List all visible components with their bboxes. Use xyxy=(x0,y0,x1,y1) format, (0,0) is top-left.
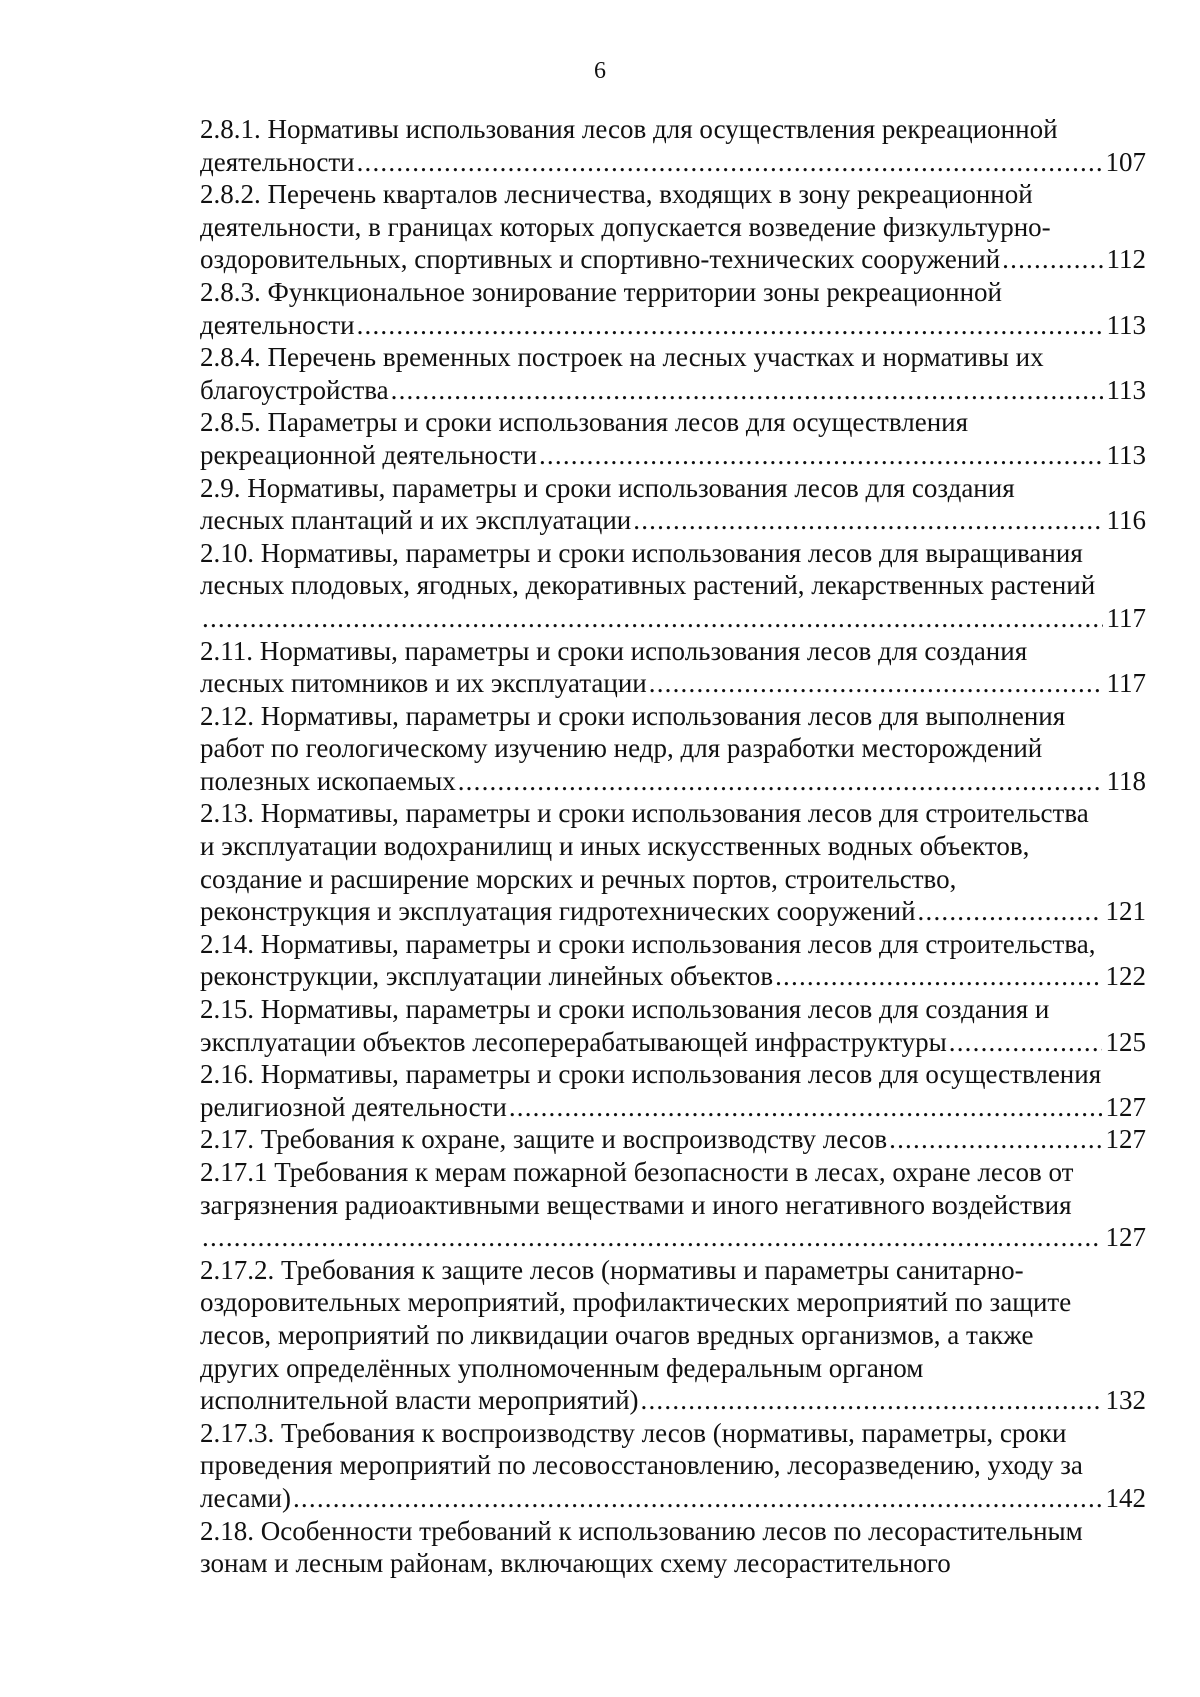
toc-page-number: 113 xyxy=(1106,439,1146,470)
toc-page-number: 107 xyxy=(1105,146,1146,177)
toc-entry-text: 2.14. Нормативы, параметры и сроки использования лесов для строительства, xyxy=(200,928,1096,959)
table-of-contents xyxy=(200,113,1146,1580)
dot-leader xyxy=(391,374,1103,407)
toc-page-number: 118 xyxy=(1106,765,1146,796)
toc-entry-text: зонам и лесным районам, включающих схему лесорастительного xyxy=(200,1548,951,1579)
toc-page-number: 122 xyxy=(1105,961,1146,992)
toc-page-number: 127 xyxy=(1105,1124,1146,1155)
dot-leader xyxy=(539,439,1103,472)
toc-entry-text: религиозной деятельности xyxy=(200,1091,507,1122)
toc-entry xyxy=(200,928,1146,993)
toc-entry-text: эксплуатации объектов лесоперерабатывающей инфраструктуры xyxy=(200,1026,947,1057)
toc-entry-last-line xyxy=(200,1091,1146,1124)
toc-entry-text: лесных плантаций и их эксплуатации xyxy=(200,505,632,536)
toc-entry-last-line xyxy=(200,960,1146,993)
toc-entry xyxy=(200,406,1146,471)
dot-leader xyxy=(357,146,1102,179)
toc-entry-text: оздоровительных, спортивных и спортивно-технических сооружений xyxy=(200,244,1001,275)
toc-entry-text: 2.9. Нормативы, параметры и сроки использования лесов для создания xyxy=(200,472,1015,503)
toc-page-number: 127 xyxy=(1105,1222,1146,1253)
toc-entry-text: лесных плодовых, ягодных, декоративных растений, лекарственных растений xyxy=(200,570,1096,601)
toc-entry-text: 2.15. Нормативы, параметры и сроки использования лесов для создания и xyxy=(200,994,1050,1025)
toc-entry xyxy=(200,537,1146,635)
toc-entry-text: лесных питомников и их эксплуатации xyxy=(200,668,647,699)
toc-entry xyxy=(200,113,1146,178)
toc-entry-text: проведения мероприятий по лесовосстановлению, лесоразведению, уходу за xyxy=(200,1450,1083,1481)
toc-entry-text: создание и расширение морских и речных портов, строительство, xyxy=(200,863,957,894)
toc-page-number: 116 xyxy=(1106,505,1146,536)
dot-leader xyxy=(641,1384,1102,1417)
toc-entry-last-line xyxy=(200,504,1146,537)
toc-entry-last-line xyxy=(200,602,1146,635)
toc-entry xyxy=(200,1156,1146,1254)
toc-entry xyxy=(200,993,1146,1058)
dot-leader xyxy=(458,765,1103,798)
toc-entry-last-line xyxy=(200,439,1146,472)
toc-entry-text: других определённых уполномоченным федеральным органом xyxy=(200,1352,924,1383)
toc-entry xyxy=(200,1254,1146,1417)
dot-leader xyxy=(293,1482,1102,1515)
toc-entry-last-line xyxy=(200,1384,1146,1417)
toc-page-number: 117 xyxy=(1106,602,1146,633)
page-number: 6 xyxy=(594,58,606,84)
toc-entry-text: 2.18. Особенности требований к использованию лесов по лесорастительным xyxy=(200,1515,1083,1546)
toc-entry-text: оздоровительных мероприятий, профилактических мероприятий по защите xyxy=(200,1287,1072,1318)
toc-page-number: 121 xyxy=(1105,896,1146,927)
dot-leader xyxy=(357,309,1103,342)
toc-page-number: 132 xyxy=(1105,1385,1146,1416)
toc-entry-text: лесов, мероприятий по ликвидации очагов вредных организмов, а также xyxy=(200,1319,1034,1350)
toc-entry-text: деятельности xyxy=(200,146,355,177)
toc-entry-text: и эксплуатации водохранилищ и иных искусственных водных объектов, xyxy=(200,831,1030,862)
toc-entry-text: исполнительной власти мероприятий) xyxy=(200,1385,639,1416)
toc-entry-last-line xyxy=(200,1221,1146,1254)
toc-entry xyxy=(200,700,1146,798)
toc-entry-text: 2.17.2. Требования к защите лесов (нормативы и параметры санитарно- xyxy=(200,1254,1024,1285)
toc-entry-text: благоустройства xyxy=(200,374,389,405)
toc-entry-text: деятельности, в границах которых допускается возведение физкультурно- xyxy=(200,211,1051,242)
dot-leader xyxy=(202,1221,1102,1254)
toc-entry-last-line xyxy=(200,765,1146,798)
toc-entry xyxy=(200,797,1146,927)
toc-page-number: 142 xyxy=(1105,1482,1146,1513)
toc-entry xyxy=(200,1515,1146,1580)
toc-entry-last-line xyxy=(200,146,1146,179)
toc-entry-text: 2.8.5. Параметры и сроки использования лесов для осуществления xyxy=(200,407,969,438)
toc-entry-text: загрязнения радиоактивными веществами и иного негативного воздействия xyxy=(200,1189,1072,1220)
toc-entry-text: 2.16. Нормативы, параметры и сроки использования лесов для осуществления xyxy=(200,1059,1102,1090)
dot-leader xyxy=(509,1091,1102,1124)
toc-entry-text: 2.13. Нормативы, параметры и сроки использования лесов для строительства xyxy=(200,798,1089,829)
toc-entry-last-line xyxy=(200,309,1146,342)
toc-entry-last-line xyxy=(200,1123,1146,1156)
toc-entry-text: 2.8.3. Функциональное зонирование территории зоны рекреационной xyxy=(200,276,1002,307)
dot-leader xyxy=(202,602,1103,635)
toc-entry-text: 2.10. Нормативы, параметры и сроки использования лесов для выращивания xyxy=(200,537,1083,568)
toc-entry-text: полезных ископаемых xyxy=(200,765,456,796)
dot-leader xyxy=(918,895,1102,928)
toc-entry-last-line xyxy=(200,1482,1146,1515)
toc-entry-text: 2.11. Нормативы, параметры и сроки использования лесов для создания xyxy=(200,635,1028,666)
toc-entry-text: 2.8.2. Перечень кварталов лесничества, входящих в зону рекреационной xyxy=(200,179,1033,210)
toc-entry-text: реконструкции, эксплуатации линейных объектов xyxy=(200,961,774,992)
toc-page-number: 127 xyxy=(1105,1091,1146,1122)
toc-entry-text: лесами) xyxy=(200,1482,291,1513)
dot-leader xyxy=(889,1123,1101,1156)
toc-entry xyxy=(200,1058,1146,1123)
toc-entry-text: рекреационной деятельности xyxy=(200,439,537,470)
toc-entry-last-line xyxy=(200,243,1146,276)
toc-entry-text: работ по геологическому изучению недр, для разработки месторождений xyxy=(200,733,1043,764)
toc-page-number: 117 xyxy=(1106,668,1146,699)
toc-entry xyxy=(200,635,1146,700)
toc-entry-text: 2.17. Требования к охране, защите и воспроизводству лесов xyxy=(200,1124,888,1155)
dot-leader xyxy=(1002,243,1102,276)
toc-entry xyxy=(200,341,1146,406)
toc-page-number: 113 xyxy=(1106,374,1146,405)
dot-leader xyxy=(949,1026,1102,1059)
toc-page-number: 112 xyxy=(1106,244,1146,275)
toc-entry xyxy=(200,472,1146,537)
toc-entry xyxy=(200,276,1146,341)
toc-entry-text: 2.12. Нормативы, параметры и сроки использования лесов для выполнения xyxy=(200,700,1066,731)
toc-entry-text: 2.8.1. Нормативы использования лесов для осуществления рекреационной xyxy=(200,114,1058,144)
toc-entry xyxy=(200,1123,1146,1156)
toc-entry xyxy=(200,178,1146,276)
dot-leader xyxy=(649,667,1103,700)
toc-page-number: 125 xyxy=(1105,1026,1146,1057)
toc-entry-text: 2.8.4. Перечень временных построек на лесных участках и нормативы их xyxy=(200,342,1044,373)
toc-entry-text: 2.17.3. Требования к воспроизводству лесов (нормативы, параметры, сроки xyxy=(200,1417,1067,1448)
toc-entry-text: 2.17.1 Требования к мерам пожарной безопасности в лесах, охране лесов от xyxy=(200,1157,1074,1187)
toc-entry-text: деятельности xyxy=(200,309,355,340)
toc-entry-text: реконструкция и эксплуатация гидротехнических сооружений xyxy=(200,896,916,927)
toc-entry-last-line xyxy=(200,374,1146,407)
toc-entry-last-line xyxy=(200,667,1146,700)
toc-entry-last-line xyxy=(200,895,1146,928)
dot-leader xyxy=(633,504,1102,537)
toc-entry-last-line xyxy=(200,1026,1146,1059)
toc-entry xyxy=(200,1417,1146,1515)
toc-page-number: 113 xyxy=(1106,309,1146,340)
dot-leader xyxy=(775,960,1101,993)
